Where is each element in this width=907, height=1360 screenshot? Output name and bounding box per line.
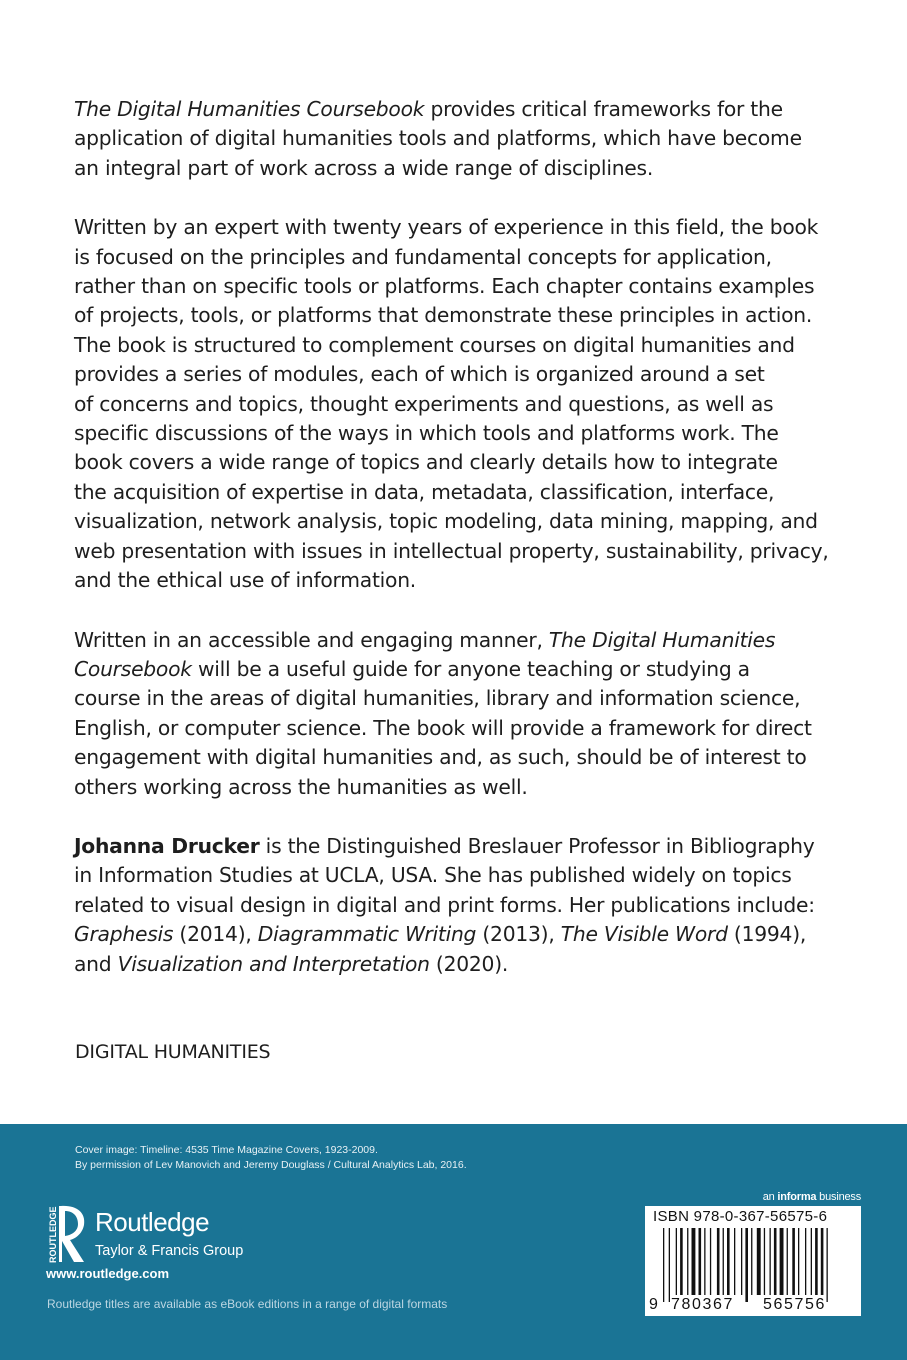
barcode-bar [815,1228,818,1295]
barcode-bar [676,1228,677,1295]
barcode-bar [710,1228,711,1295]
cover-image-credit: Cover image: Timeline: 4535 Time Magazine Covers, 1923-2009. By permission of Lev Manovich and Jeremy Douglass / Cultural Analytics Lab, 2016. [75,1144,467,1171]
barcode-bar [764,1228,765,1295]
barcode-bar [687,1228,688,1295]
subject-category: DIGITAL HUMANITIES [75,1041,271,1063]
logo-vertical-text: ROUTLEDGE [48,1206,58,1263]
blurb-paragraph-content: Written by an expert with twenty years of experience in this field, the book is focused on the principles and fundamental concepts for application, rather than on specific tools or platforms. Each chapter contains examples of projects, tools, or platforms that demonstrate these principles in action. The book is structured to complement courses on digital humanities and provides a series of modules, each of which is organized around a set of concerns and topics, thought experiments and questions, as well as specific discussions of the ways in which tools and platforms work. The book covers a wide range of topics and clearly details how to integrate the acquisition of expertise in data, metadata, classification, interface, visualization, network analysis, topic modeling, data mining, mapping, and web presentation with issues in intellectual property, sustainability, privacy, and the ethical use of information. [74,215,829,593]
publisher-name: Routledge [95,1207,210,1237]
barcode-digits-left: 780367 [671,1296,734,1313]
book-title: The Digital Humanities Coursebook [74,97,425,121]
barcode-bar [787,1228,788,1295]
barcode-bar [780,1228,784,1295]
barcode-bar [741,1228,742,1295]
barcode-bar [798,1228,799,1295]
informa-tagline: an informa business [762,1191,861,1203]
barcode-digits [645,1296,861,1316]
blurb-paragraph-intro: The Digital Humanities Coursebook provides critical frameworks for the application of digital humanities tools and platforms, which have become an integral part of work across a wide range of disciplines. [74,97,802,180]
barcode-bar [770,1228,771,1295]
barcode-bar [792,1228,795,1295]
back-cover-blurb [74,95,854,1009]
barcode-bar [745,1228,748,1302]
barcode-bar [669,1228,670,1302]
barcode-digit-lead: 9 [649,1296,660,1313]
barcode-bar [717,1228,720,1295]
barcode-bar [805,1228,806,1295]
barcode-bar [774,1228,777,1295]
barcode-bar [699,1228,702,1295]
barcode-bar [827,1228,828,1302]
author-bio: Johanna Drucker is the Distinguished Breslauer Professor in Bibliography in Information Studies at UCLA, USA. She has published widely on topics related to visual design in digital and print forms. Her publications include: Graphesis (2014), Diagrammatic Writing (2013), The Visible Word (1994), and Visualization and Interpretation (2020). [74,833,815,976]
publisher-url[interactable]: www.routledge.com [46,1266,170,1281]
barcode-bar [751,1228,752,1295]
barcode-bar [734,1228,735,1295]
barcode-bar [692,1228,696,1295]
barcode-bar [821,1228,824,1295]
isbn-number: ISBN 978-0-367-56575-6 [653,1208,828,1225]
barcode-bar [680,1228,683,1295]
barcode-bar [811,1228,812,1295]
barcode-digits-right: 565756 [763,1296,826,1313]
blurb-paragraph-audience: Written in an accessible and engaging manner, The Digital Humanities Coursebook will be a useful guide for anyone teaching or studying a course in the areas of digital humanities, library and information science, English, or computer science. The book will provide a framework for direct engagement with digital humanities and, as such, should be of interest to others working across the humanities as well. [74,627,812,799]
barcode-bar [704,1228,705,1295]
barcode-bar [757,1228,761,1295]
ebook-note: Routledge titles are available as eBook editions in a range of digital formats [47,1297,448,1311]
publisher-group: Taylor & Francis Group [95,1243,244,1259]
author-name: Johanna Drucker [74,833,260,858]
isbn-barcode [645,1206,861,1316]
barcode-bar [723,1228,724,1295]
routledge-logo-icon [46,1203,88,1265]
barcode-bar [727,1228,730,1295]
barcode-bar [663,1228,664,1302]
